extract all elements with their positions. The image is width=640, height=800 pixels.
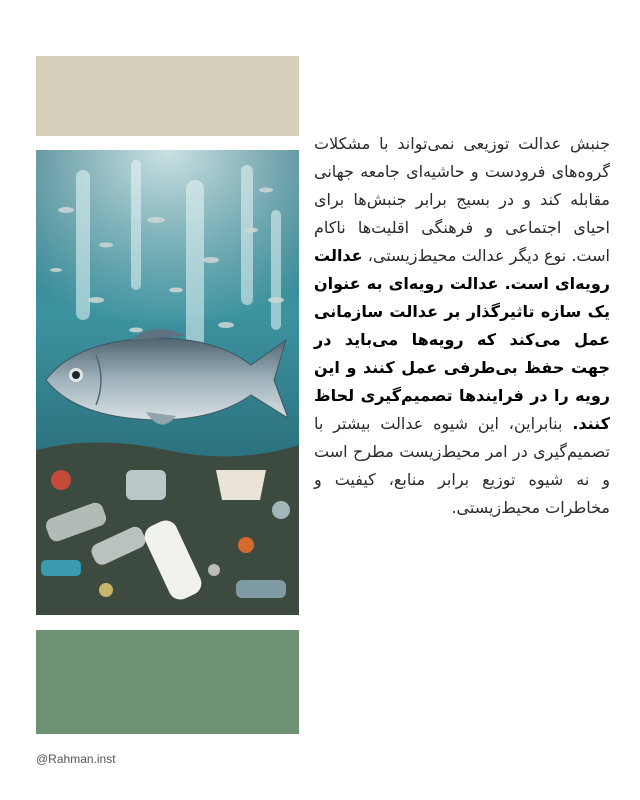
article-conclusion: بنابراین، این شیوه عدالت بیشتر با تصمیم‌گیری در امر محیط‌زیست مطرح است و نه شیوه توزیع برابر منابع، کیفیت و مخاطرات محیط‌زیستی. bbox=[314, 414, 610, 517]
article-emphasis: عدالت رویه‌ای است. عدالت رویه‌ای به عنوان یک سازه تاثیرگذار بر عدالت سازمانی عمل می‌کند که رویه‌ها می‌باید در جهت حفظ بی‌طرفی عمل کنند و این رویه را در فرایندها تصمیم‌گیری لحاظ کنند. bbox=[314, 246, 610, 433]
article-intro: جنبش عدالت توزیعی نمی‌تواند با مشکلات گروه‌های فرودست و حاشیه‌ای جامعه جهانی مقابله کند و در بسیج برابر جنبش‌ها برای احیای اجتماعی و فرهنگی اقلیت‌ها ناکام است. نوع دیگر عدالت محیط‌زیستی، bbox=[314, 134, 610, 265]
bottom-color-block bbox=[36, 630, 299, 734]
fish-plastic-illustration bbox=[36, 150, 299, 615]
author-handle: @Rahman.inst bbox=[36, 752, 116, 766]
top-color-block bbox=[36, 56, 299, 136]
underwater-pollution-image bbox=[36, 150, 299, 615]
article-text bbox=[314, 130, 610, 522]
